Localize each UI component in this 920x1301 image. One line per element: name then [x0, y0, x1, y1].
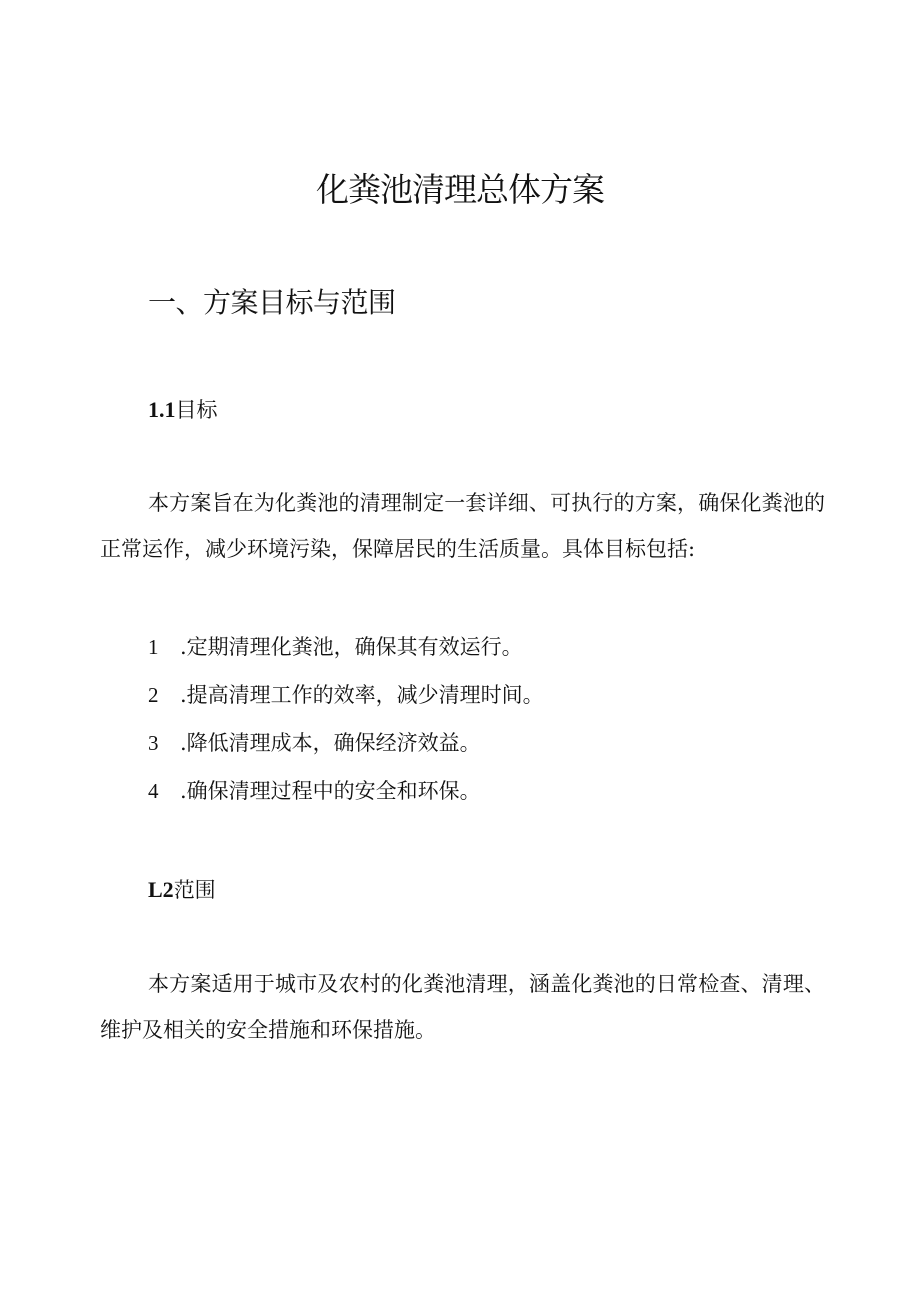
list-item-index: 3: [148, 731, 159, 755]
list-item-index: 1: [148, 635, 159, 659]
goal-paragraph: 本方案旨在为化粪池的清理制定一套详细、可执行的方案，确保化粪池的正常运作，减少环境污染，保障居民的生活质量。具体目标包括:: [100, 491, 825, 561]
list-item-text: .确保清理过程中的安全和环保。: [180, 779, 481, 803]
list-item-text: .提高清理工作的效率，减少清理时间。: [180, 683, 544, 707]
list-item: [148, 623, 544, 671]
subsection-label: 范围: [173, 878, 216, 902]
subsection-number: L2: [148, 877, 174, 902]
section-heading: 一、方案目标与范围: [148, 286, 396, 319]
list-item: [148, 719, 544, 767]
list-item-text: .定期清理化粪池，确保其有效运行。: [180, 635, 523, 659]
list-item-index: 4: [148, 779, 159, 803]
document-title: 化粪池清理总体方案: [316, 170, 604, 209]
list-item: [148, 671, 544, 719]
subsection-number: 1.1: [148, 397, 176, 422]
list-item-index: 2: [148, 683, 159, 707]
subsection-label: 目标: [175, 398, 218, 422]
list-item: [148, 767, 544, 815]
subsection-heading-scope: [148, 875, 216, 905]
goal-list: [148, 623, 544, 815]
subsection-heading-goal: [148, 395, 218, 425]
scope-paragraph: 本方案适用于城市及农村的化粪池清理，涵盖化粪池的日常检查、清理、维护及相关的安全措施和环保措施。: [100, 972, 825, 1042]
list-item-text: .降低清理成本，确保经济效益。: [180, 731, 481, 755]
